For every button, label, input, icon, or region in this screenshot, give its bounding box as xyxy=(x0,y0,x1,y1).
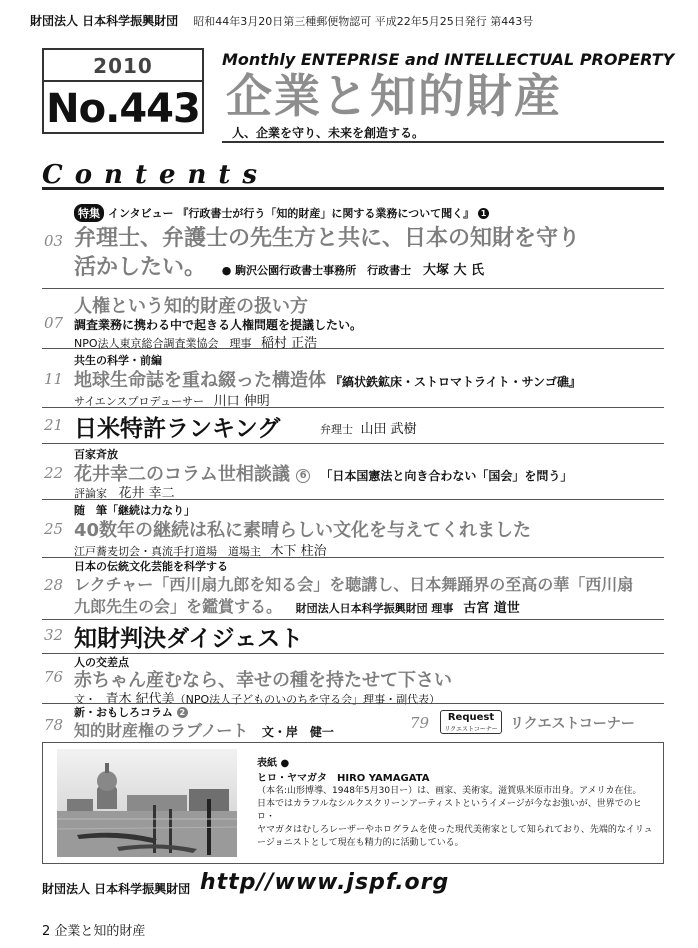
cover-artwork-image xyxy=(57,749,237,857)
entry-title: 花井幸二のコラム世相談議 6 「日本国憲法と向き合わない「国会」を問う」 xyxy=(74,464,573,485)
header-rule xyxy=(222,141,664,143)
cover-text-line: ヤマガタはむしろレーザーやホログラムを使った現代美術家として知られており、先端的なイリュ xyxy=(257,825,653,835)
page-number: 78 xyxy=(44,716,64,734)
issue-box xyxy=(42,48,204,134)
entry-byline: NPO法人東京総合調査業協会 理事 稲村 正浩 xyxy=(74,336,318,351)
magazine-title: 企業と知的財産 xyxy=(226,69,562,123)
entry-byline: 文・岸 健一 xyxy=(261,725,334,739)
toc-entry-11[interactable] xyxy=(42,350,664,408)
author-name: 古宮 道世 xyxy=(463,601,520,616)
page-number: 32 xyxy=(44,626,64,644)
author-name: 川口 伸明 xyxy=(213,394,270,409)
page-number: 07 xyxy=(44,314,64,332)
entry-title: 日米特許ランキング xyxy=(74,416,281,442)
page-number: 76 xyxy=(44,668,64,686)
entry-subtitle: 調査業務に携わる中で起きる人権問題を提議したい。 xyxy=(74,318,363,332)
cover-description xyxy=(257,757,653,850)
entry-kicker: 人の交差点 xyxy=(74,656,129,669)
entry-byline: ● 駒沢公園行政書士事務所 行政書士 大塚 大 氏 xyxy=(221,263,485,278)
toc-entry-22[interactable] xyxy=(42,444,664,500)
part-number-icon: 2 xyxy=(177,707,188,718)
entry-kicker: 随 筆「継続は力なり」 xyxy=(74,504,195,517)
contents-heading: Contents xyxy=(42,160,270,190)
author-name: 稲村 正浩 xyxy=(261,336,318,351)
cover-text-line: （本名:山形博導、1948年5月30日ー）は、画家、美術家。滋賀県米原市出身。アメリカ在住。 xyxy=(257,786,642,796)
page-number-footer: 2 xyxy=(42,924,51,939)
toc-entry-76[interactable] xyxy=(42,654,664,707)
imprint-line: 昭和44年3月20日第三種郵便物認可 平成22年5月25日発行 第443号 xyxy=(193,15,534,28)
page-number: 22 xyxy=(44,464,64,482)
issue-year: 2010 xyxy=(93,54,153,78)
page-number: 11 xyxy=(44,370,64,388)
entry-byline: 江戸蕎麦切会・真流手打道場 道場主 木下 柱治 xyxy=(74,544,327,559)
toc-entry-07[interactable] xyxy=(42,292,664,350)
entry-title: レクチャー「西川扇九郎を知る会」を聴講し、日本舞踊界の至高の華「西川扇 xyxy=(74,575,634,594)
part-number-icon: 1 xyxy=(478,208,489,219)
masthead-topline xyxy=(30,10,670,28)
entry-kicker: 新・おもしろコラム 2 xyxy=(74,704,188,720)
entry-title-cont: 活かしたい。 ● 駒沢公園行政書士事務所 行政書士 大塚 大 氏 xyxy=(74,255,485,280)
entry-subtitle: 『縞状鉄鉱床・ストロマトライト・サンゴ礁』 xyxy=(330,375,582,389)
footer-organization: 財団法人 日本科学振興財団 xyxy=(42,882,191,896)
entry-divider xyxy=(42,288,664,289)
toc-entry-32[interactable] xyxy=(42,620,664,654)
cover-artist: ヒロ・ヤマガタ HIRO YAMAGATA xyxy=(257,773,430,784)
entry-kicker: 特集 インタビュー 『行政書士が行う「知的財産」に関する業務について聞く』 1 xyxy=(74,204,489,222)
series-number-icon: 6 xyxy=(296,469,310,483)
entry-byline: サイエンスプロデューサー 川口 伸明 xyxy=(74,394,270,409)
entry-kicker: 共生の科学・前編 xyxy=(74,354,162,367)
footer-page-title: 企業と知的財産 xyxy=(54,924,146,939)
entry-title: 知財判決ダイジェスト xyxy=(74,626,304,652)
entry-kicker: 百家斉放 xyxy=(74,448,118,461)
page-number: 21 xyxy=(44,416,64,434)
issue-divider xyxy=(44,80,202,82)
toc-entry-28[interactable] xyxy=(42,558,664,620)
entry-title-cont: 九郎先生の会」を鑑賞する。 財団法人日本科学振興財団 理事 古宮 道世 xyxy=(74,597,520,616)
cover-text-line: ージョニストとして現在も精力的に活動している。 xyxy=(257,838,464,848)
publisher-name: 財団法人 日本科学振興財団 xyxy=(30,14,179,28)
author-name: 山田 武樹 xyxy=(360,422,417,437)
entry-byline: 評論家 花井 幸二 xyxy=(74,486,175,501)
page-number: 79 xyxy=(410,714,430,732)
entry-divider xyxy=(42,348,664,349)
english-title: Monthly ENTEPRISE and INTELLECTUAL PROPERTY xyxy=(222,50,675,69)
entry-title: 地球生命誌を重ね綴った構造体 『縞状鉄鉱床・ストロマトライト・サンゴ礁』 xyxy=(74,370,582,391)
toc-entry-25[interactable] xyxy=(42,500,664,558)
cover-text-line: 日本ではカラフルなシルクスクリーンアーティストというイメージが今なお強いが、世界でのヒロ・ xyxy=(257,799,642,822)
page-number: 28 xyxy=(44,576,64,594)
toc-entry-03[interactable] xyxy=(42,200,664,292)
entry-byline: 文・ 青木 紀代美（NPO法人子どものいのちを守る会」理事・副代表） xyxy=(74,692,441,707)
toc-entry-79[interactable] xyxy=(410,710,664,738)
page-number: 03 xyxy=(44,232,64,250)
author-name: 青木 紀代美 xyxy=(105,692,175,707)
entry-title: 弁理士、弁護士の先生方と共に、日本の知財を守り xyxy=(74,226,581,251)
issue-number: No.443 xyxy=(46,86,200,132)
author-name: 大塚 大 氏 xyxy=(422,263,485,278)
author-name: 木下 柱治 xyxy=(270,544,327,559)
entry-subtitle: 「日本国憲法と向き合わない「国会」を問う」 xyxy=(320,469,573,483)
entry-kicker: 日本の伝統文化芸能を科学する xyxy=(74,560,228,573)
cover-info-box xyxy=(42,742,664,864)
page-footer xyxy=(42,920,145,939)
entry-title: 40数年の継続は私に素晴らしい文化を与えてくれました xyxy=(74,520,532,541)
website-link[interactable]: http//www.jspf.org xyxy=(200,870,450,895)
entry-title: リクエストコーナー xyxy=(510,716,635,732)
entry-byline: 弁理士 山田 武樹 xyxy=(320,422,417,437)
cover-label: 表紙 ● xyxy=(257,758,290,769)
tagline: 人、企業を守り、未来を創造する。 xyxy=(232,126,425,140)
contents-rule xyxy=(42,187,664,190)
feature-badge: 特集 xyxy=(74,204,104,222)
entry-title: 知的財産権のラブノート 文・岸 健一 xyxy=(74,721,334,740)
entry-title: 人権という知的財産の扱い方 xyxy=(74,296,308,317)
request-logo: Request リクエストコーナー xyxy=(440,710,502,734)
entry-byline: 財団法人日本科学振興財団 理事 古宮 道世 xyxy=(295,601,520,616)
entry-title: 赤ちゃん産むなら、幸せの種を持たせて下さい xyxy=(74,670,452,691)
page-number: 25 xyxy=(44,520,64,538)
author-name: 花井 幸二 xyxy=(118,486,175,501)
toc-entry-21[interactable] xyxy=(42,408,664,444)
